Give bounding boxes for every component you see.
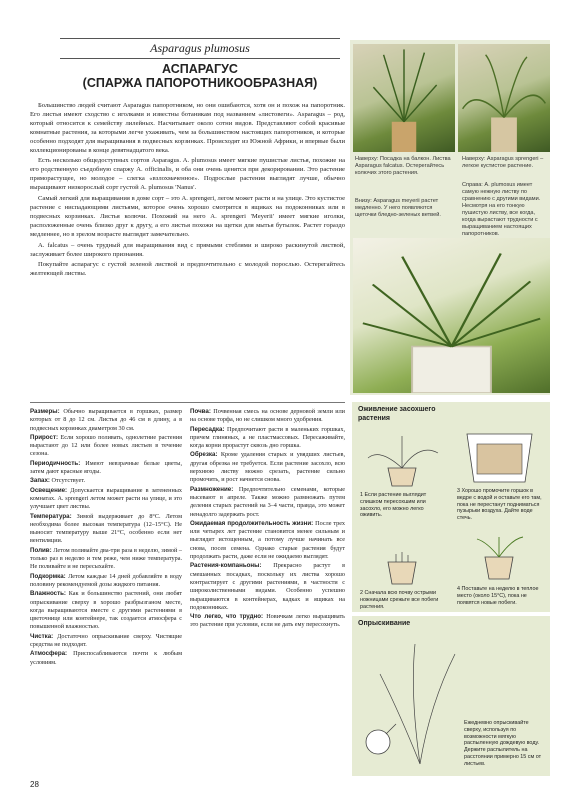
care-item <box>190 408 345 425</box>
photo-asparagus-falcatus <box>353 44 455 152</box>
care-label: Атмосфера: <box>30 650 68 658</box>
care-text: Предпочитают расти в маленьких горшках, причем глиняных, а не пластмассовых. Пересаживайте, когда корни прорастут сквозь дно горшка. <box>190 425 346 450</box>
care-text: Прекрасно растут в смешанных посадках, поскольку их листва хорошо контрастирует с другими растениями, в частности с широколиственными видами. Особенно успешно выращиваются в контейнерах, кадках и ящиках на подоконниках. <box>190 562 346 611</box>
fern-plant-image <box>353 238 550 393</box>
care-label: Размеры: <box>30 408 60 415</box>
care-item <box>190 613 345 630</box>
care-text: Летом каждые 14 дней добавляйте в воду половину рекомендуемой дозы жидкого питания. <box>30 572 182 588</box>
care-item <box>30 650 182 667</box>
revive-step-4: 4 Поставьте на неделю в теплое место (около 15°С), пока не появятся новые побеги. <box>457 586 539 606</box>
fern-plant-image <box>353 44 455 152</box>
care-label: Полив: <box>30 546 52 554</box>
care-text: Почвенная смесь на основе дерновой земли или на основе торфа, но не слишком много удобрения. <box>190 408 345 424</box>
care-item <box>190 486 345 519</box>
revive-title: Оживление засохшего растения <box>358 406 436 422</box>
care-text: Если хорошо поливать, однолетние растения вырастают до 12 или более новых листьев в течение сезона. <box>30 433 182 458</box>
cut-plant-illustration <box>360 532 445 587</box>
misting-title: Опрыскивание <box>358 620 411 627</box>
page-title <box>40 62 360 90</box>
caption-top-left: Наверху: Посадка на балкон. Листва Asparagus falcatus. Остерегайтесь колючих этого растения. <box>355 156 451 176</box>
care-label: Температура: <box>30 512 72 520</box>
care-item <box>190 562 345 612</box>
caption-right: Справа: A. plumosus имеет самую нежную листву по сравнению с другими видами. Несмотря на его тонкую пушистую листву, все когда, когда вырастают трудности с выращиванием настоящих папоротников. <box>462 182 541 237</box>
care-text: Летом поливайте два-три раза в неделю, зимой – только раз в неделю и тем реже, чем ниже температура. Не поливайте и не пересыхайте. <box>30 546 182 571</box>
section-divider <box>30 402 345 403</box>
care-label: Размножение: <box>190 485 234 493</box>
new-growth-illustration <box>457 527 542 582</box>
care-text: Как и большинство растений, они любят опрыскивание сверху в хорошо разбрызганом месте, когда выращиваются вместе с другими растениями в цветочнице или контейнере, так создается атмосфера с повышенной влажностью. <box>30 590 183 631</box>
care-text: Зимой выдерживает до 8°С. Летом необходима более высокая температура (12–15°С). Не выносит температуру выше 21°С, особенно если нет вентиляции. <box>30 512 183 545</box>
care-item <box>30 633 182 650</box>
care-text: Приспосабливаются почти к любым условиям. <box>30 650 182 666</box>
revive-step-1: 1 Если растение выглядит слишком пересохшим или засохло, его можно легко оживить. <box>360 492 427 519</box>
care-item <box>30 477 182 485</box>
care-column-left <box>30 408 182 668</box>
intro-text <box>30 102 345 281</box>
care-label: Пересадка: <box>190 425 225 433</box>
revive-step-3: 3 Хорошо промочите горшок в ведре с водой и оставьте его там, пока не перестанут подниматься пузырьки воздуха. Дайте воде стечь. <box>457 488 542 522</box>
care-text: После трех или четырех лет растение становится менее сильным и выглядит истощенным, а потому лучше начинать все снова, посев семена. Однако старые растения будут продолжать расти, даже если не ожидаемо выглядят. <box>190 519 346 561</box>
revive-step-2: 2 Сначала всю почву острыми ножницами срежьте все побеги растения. <box>360 590 439 610</box>
care-label: Прирост: <box>30 433 59 441</box>
care-item <box>30 460 182 477</box>
misting-text: Ежедневно опрыскивайте сверху, используя по возможности мягкую распыленную дождевую воду. Держите распылитель на расстоянии примерно 15 см от листьев. <box>464 720 542 767</box>
title-line-2: (СПАРЖА ПАПОРОТНИКООБРАЗНАЯ) <box>82 76 318 90</box>
care-item <box>30 408 182 433</box>
care-text: Обычно выращивается в горшках, размер которых от 8 до 12 см. Листья до 46 см в длину, а в подвесных корзинках диаметром 30 см. <box>30 408 183 432</box>
care-label: Чистка: <box>30 632 54 640</box>
intro-paragraph: Есть несколько общедоступных сортов Asparagus. A. plumosus имеет мягкие пушистые листья, похожие на его родственную съедобную спаржу A. officinalis, и оба они очень ценятся при декорировании. Это растение пряморастущее, но молодое – слегка «взлохмаченное». Подрослые растения выглядят лучше, обычно выращивают низкорослый сорт густой A. plumosus 'Nanus'. <box>30 157 345 192</box>
care-text: Предпочтительно семенами, которые высевают в апреле. Также можно размножать путем деления старых растений на 3–4 части, правда, это может ненадолго задержать рост. <box>190 485 345 518</box>
intro-paragraph: Самый легкий для выращивания в доме сорт – это A. sprengeri, легом может расти и на улице. Это кустистое растение с ниспадающими листьями, которое очень хорошо смотрится в ящиках на подоконниках или в подвесных корзинках. Листья колючи. Похожий на него A. sprengeri 'Meyerii' имеет мягкие иголки, расположенные очень близко друг к другу, а его листья похожи на щетки для мытья бутылок. Растет гораздо медленнее, но в зрелом возрасте выглядит замечательно. <box>30 195 345 238</box>
title-line-1: АСПАРАГУС <box>162 62 238 76</box>
photo-asparagus-sprengeri <box>458 44 550 152</box>
care-label: Растения-компаньоны: <box>190 562 262 570</box>
care-label: Что легко, что трудно: <box>190 613 264 621</box>
fern-plant-image <box>458 44 550 152</box>
care-label: Влажность: <box>30 590 66 598</box>
care-label: Почва: <box>190 408 211 415</box>
care-text: Кроме удаления старых и увядших листьев, другая обрезка не требуется. Если растение засохло, всю верхнюю листву можно срезать, растение сильно промочить, и рост начнется снова. <box>190 451 345 484</box>
dry-plant-illustration <box>360 428 445 488</box>
care-label: Обрезка: <box>190 451 218 459</box>
misting-illustration <box>360 634 470 769</box>
care-item <box>190 451 345 484</box>
intro-paragraph: A. falcatus – очень трудный для выращивания вид с прямыми стеблями и широко раскинутой листвой, заслуживает более широкого признания. <box>30 241 345 258</box>
care-item <box>30 547 182 572</box>
care-text: Новичкам легко выращивать это растение при условии, если не дать ему пересохнуть. <box>190 613 345 629</box>
page-number: 28 <box>30 780 39 789</box>
care-label: Запах: <box>30 477 50 485</box>
care-item <box>30 434 182 459</box>
care-label: Освещение: <box>30 486 68 494</box>
photo-asparagus-plumosus <box>353 238 550 393</box>
care-label: Периодичность: <box>30 459 81 467</box>
care-item <box>30 573 182 590</box>
care-item <box>30 487 182 512</box>
revive-panel <box>352 402 550 612</box>
care-item <box>190 426 345 451</box>
care-text: Отсутствует. <box>51 477 86 485</box>
care-text: Имеют невзрачные белые цветы, затем дают красные ягоды. <box>30 459 183 476</box>
care-label: Ожидаемая продолжительность жизни: <box>190 519 314 527</box>
care-text: Допускается выращивание в затененных комнатах. A. sprengeri летом может расти на улице, и это улучшает цвет листвы. <box>30 486 183 511</box>
care-item <box>30 513 182 546</box>
care-label: Подкормка: <box>30 572 66 580</box>
soaking-pot-illustration <box>457 424 542 484</box>
intro-paragraph: Покупайте аспарагус с густой зеленой листвой и предпочтительно с молодой порослью. Остерегайтесь желтеющей листвы. <box>30 261 345 278</box>
latin-name-header: Asparagus plumosus <box>60 38 340 59</box>
caption-top-right: Наверху: Asparagus sprengeri – легкое кустистое растение. <box>462 156 544 169</box>
care-item <box>30 590 182 631</box>
care-column-middle <box>190 408 345 631</box>
misting-panel <box>352 616 550 776</box>
care-text: Достаточно опрыскивание сверху. Чистящие средства не подходят. <box>30 632 183 649</box>
care-item <box>190 520 345 561</box>
caption-mid-left: Внизу: Asparagus meyerii растет медленно. У него появляются щеточки бледно-зеленых ветвей. <box>355 198 441 218</box>
intro-paragraph: Большинство людей считают Asparagus папоротником, но они ошибаются, хотя он и похож на папоротник. Его листья имеют сходство с иголками и известны ботаникам под названием «листовеги». Asparagus – род, который относится к семейству лилейных. Насчитывает около сотни видов. Представляют собой красивые комнатные растения, за которыми легче ухаживать, чем за большинством настоящих папоротников, и которые особенно подходят для выращивания в подвесных корзинках. Происходят из Южной Африки, и впервые были коллекционированы в конце девятнадцатого века. <box>30 102 345 154</box>
